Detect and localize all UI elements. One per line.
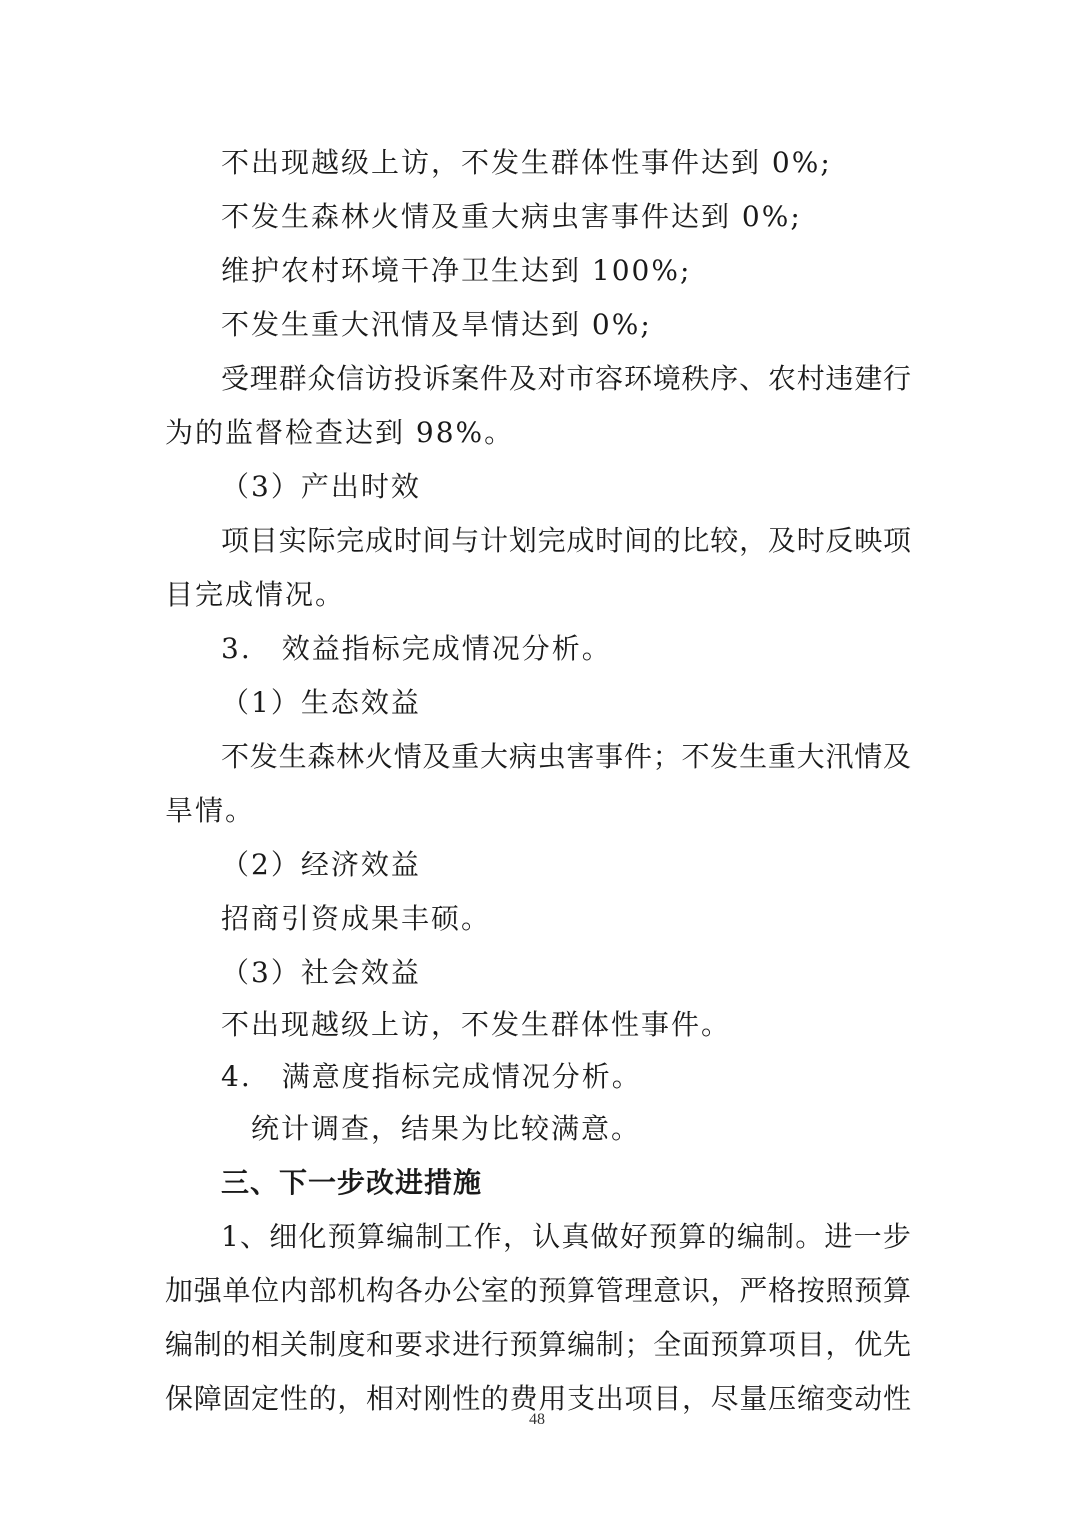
text-line: 不出现越级上访，不发生群体性事件达到 0%; <box>221 146 832 179</box>
text-line: 不 发 生 森 林 火 情 及 重 大 病 虫 害 事 件 ； 不 发 生 重 大 汛 情 及 <box>221 740 911 773</box>
subheading-social-benefit: （3）社会效益 <box>221 956 421 989</box>
subheading-ecological-benefit: （1）生态效益 <box>221 686 421 719</box>
text-line: 1 、 细 化 预 算 编 制 工 作 ， 认 真 做 好 预 算 的 编 制 。 进 一 步 <box>221 1220 911 1253</box>
text-line: 不出现越级上访，不发生群体性事件。 <box>221 1008 732 1041</box>
text-line: 统计调查，结果为比较满意。 <box>251 1112 642 1145</box>
subheading-economic-benefit: （2）经济效益 <box>221 848 421 881</box>
text-line: 不发生森林火情及重大病虫害事件达到 0%; <box>221 200 802 233</box>
section-heading-satisfaction: 4. 满意度指标完成情况分析。 <box>221 1060 642 1093</box>
text-line: 受 理 群 众 信 访 投 诉 案 件 及 对 市 容 环 境 秩 序 、 农 村 违 建 行 <box>221 362 911 395</box>
text-line: 保 障 固 定 性 的 ， 相 对 刚 性 的 费 用 支 出 项 目 ， 尽 量 压 缩 变 动 性 <box>165 1382 911 1415</box>
section-heading-benefit-indicators: 3. 效益指标完成情况分析。 <box>221 632 612 665</box>
text-line: 维护农村环境干净卫生达到 100%; <box>221 254 692 287</box>
text-line: 不发生重大汛情及旱情达到 0%; <box>221 308 652 341</box>
text-line: 招商引资成果丰硕。 <box>221 902 492 935</box>
section-heading-improvement-measures: 三、下一步改进措施 <box>221 1166 483 1199</box>
text-line: 旱情。 <box>165 794 256 827</box>
text-line: 目完成情况。 <box>165 578 346 611</box>
text-line: 项 目 实 际 完 成 时 间 与 计 划 完 成 时 间 的 比 较 ， 及 时 反 映 项 <box>221 524 911 557</box>
subheading-output-timeliness: （3）产出时效 <box>221 470 421 503</box>
page-number: 48 <box>529 1411 545 1428</box>
text-line: 编 制 的 相 关 制 度 和 要 求 进 行 预 算 编 制 ； 全 面 预 算 项 目 ， 优 先 <box>165 1328 911 1361</box>
text-line: 为的监督检查达到 98%。 <box>165 416 515 449</box>
text-line: 加 强 单 位 内 部 机 构 各 办 公 室 的 预 算 管 理 意 识 ， 严 格 按 照 预 算 <box>165 1274 911 1307</box>
